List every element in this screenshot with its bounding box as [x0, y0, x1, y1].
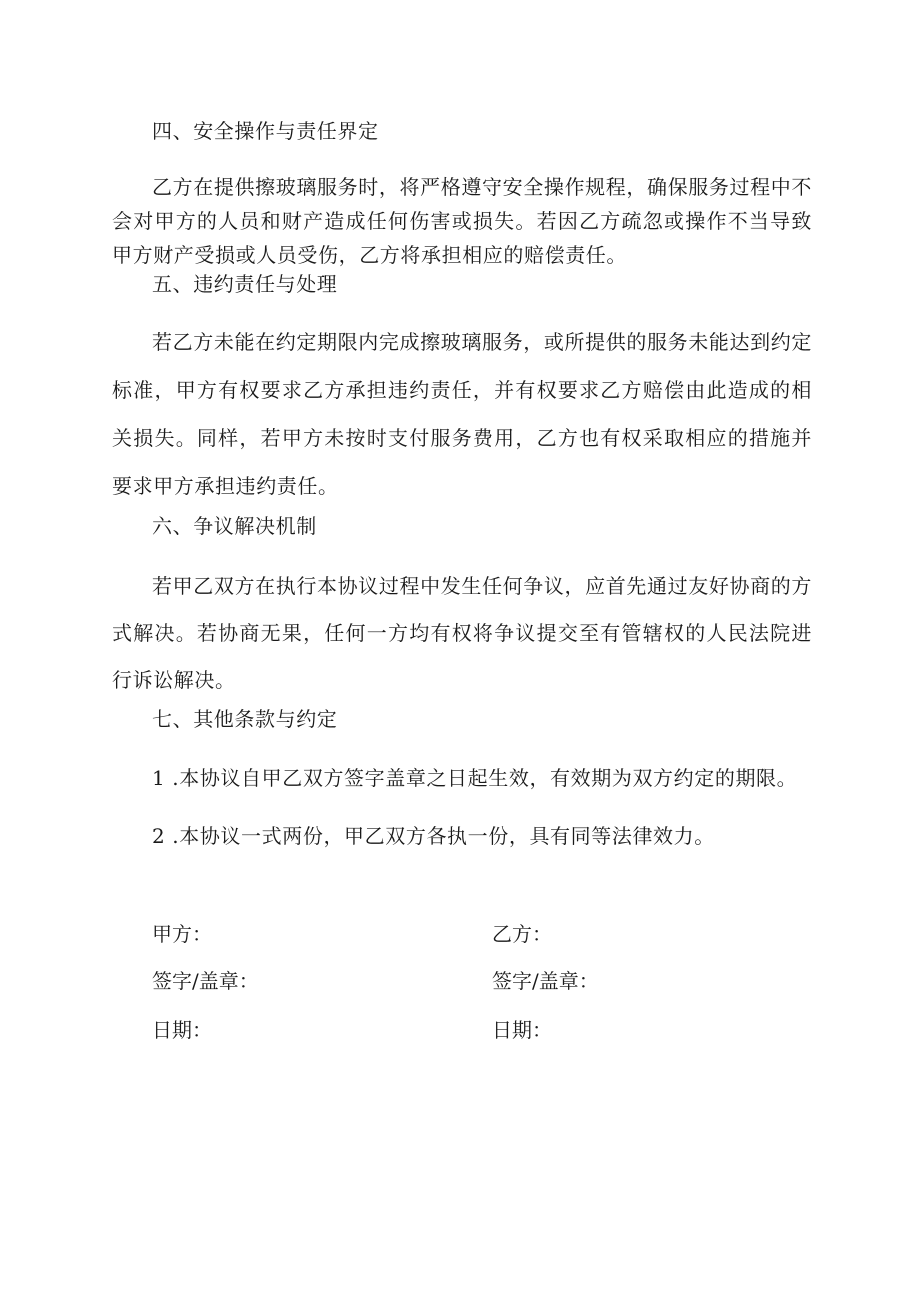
section-heading-breach: 五、违约责任与处理: [152, 272, 338, 296]
section-body-safety: 乙方在提供擦玻璃服务时，将严格遵守安全操作规程，确保服务过程中不会对甲方的人员和财产造成任何伤害或损失。若因乙方疏忽或操作不当导致甲方财产受损或人员受伤，乙方将承担相应的赔偿责任。: [112, 175, 812, 267]
section-body-breach: 若乙方未能在约定期限内完成擦玻璃服务，或所提供的服务未能达到约定标准，甲方有权要求乙方承担违约责任，并有权要求乙方赔偿由此造成的相关损失。同样，若甲方未按时支付服务费用，乙方也有权采取相应的措施并要求甲方承担违约责任。: [112, 330, 812, 498]
party-a-label: 甲方：: [152, 922, 212, 946]
party-a-date-label: 日期：: [152, 1018, 212, 1042]
section-body-dispute: 若甲乙双方在执行本协议过程中发生任何争议，应首先通过友好协商的方式解决。若协商无果，任何一方均有权将争议提交至有管辖权的人民法院进行诉讼解决。: [112, 574, 812, 692]
party-b-date-label: 日期：: [492, 1018, 552, 1042]
section-heading-safety: 四、安全操作与责任界定: [152, 119, 379, 143]
section-heading-dispute: 六、争议解决机制: [152, 514, 317, 538]
party-b-sign-label: 签字/盖章：: [492, 969, 599, 993]
party-b-label: 乙方：: [492, 922, 552, 946]
clause-item: 1 .本协议自甲乙双方签字盖章之日起生效，有效期为双方约定的期限。: [152, 766, 798, 790]
clause-item: 2 .本协议一式两份，甲乙双方各执一份，具有同等法律效力。: [152, 824, 715, 848]
party-a-sign-label: 签字/盖章：: [152, 969, 259, 993]
section-heading-other: 七、其他条款与约定: [152, 707, 338, 731]
